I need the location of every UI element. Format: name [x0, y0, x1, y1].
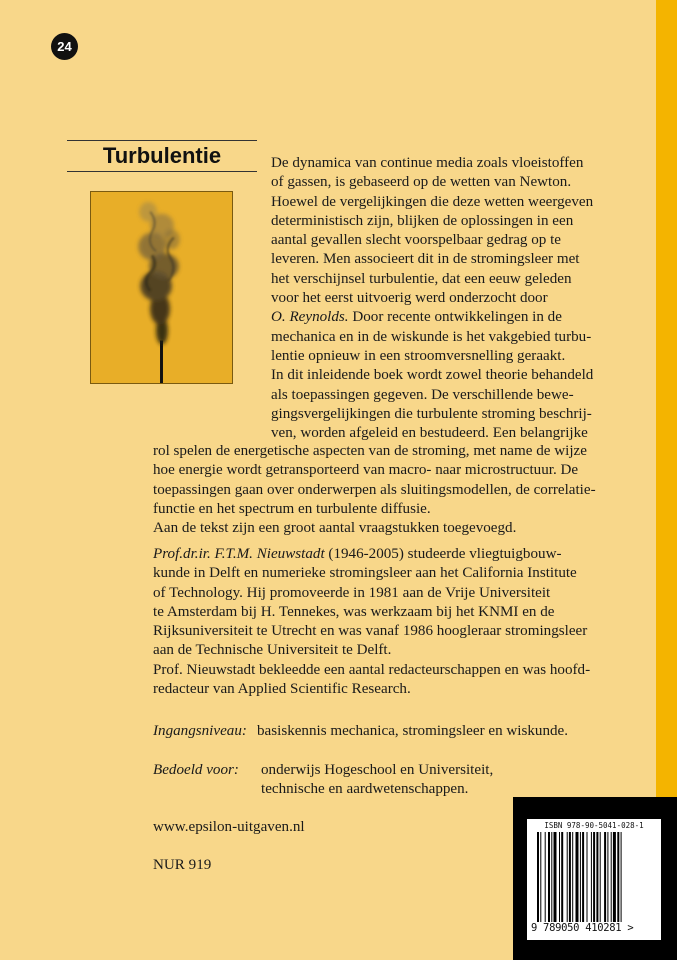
intro-line: deterministisch zijn, blijken de oplossingen in een	[271, 212, 574, 229]
intro-line: voor het eerst uitvoerig werd onderzocht door	[271, 290, 548, 307]
bio-line	[153, 545, 643, 564]
page-title: Turbulentie	[102, 143, 222, 168]
intro-line: het verschijnsel turbulentie, dat een eeuw geleden	[271, 270, 572, 287]
barcode-bars	[537, 832, 653, 922]
bio-line: Rijksuniversiteit te Utrecht en was vanaf 1986 hoogleraar stromingsleer	[153, 623, 588, 640]
author-bio	[153, 545, 643, 699]
intended-for-row	[153, 761, 494, 797]
intended-for-value: onderwijs Hogeschool en Universiteit,	[261, 762, 494, 778]
publisher-website: www.epsilon-uitgaven.nl	[153, 819, 305, 835]
reynolds-continuation: Door recente ontwikkelingen in de	[348, 309, 562, 326]
entry-level-value: basiskennis mechanica, stromingsleer en wiskunde.	[257, 723, 569, 739]
intro-line: lentie opnieuw in een stroomversnelling geraakt.	[271, 347, 566, 364]
intro-line: of gassen, is gebaseerd op de wetten van Newton.	[271, 174, 572, 191]
bio-line: kunde in Delft en numerieke stromingsleer aan het California Institute	[153, 565, 577, 582]
intended-for-label: Bedoeld voor:	[153, 762, 239, 778]
intended-for-value-2: technische en aardwetenschappen.	[261, 781, 469, 797]
isbn-label: ISBN 978-90-5041-028-1	[544, 821, 644, 830]
bio-line: redacteur van Applied Scientific Research.	[153, 681, 411, 698]
entry-level-row	[153, 722, 569, 741]
intro-line: In dit inleidende boek wordt zowel theorie behandeld	[271, 367, 594, 384]
author-name: Prof.dr.ir. F.T.M. Nieuwstadt	[153, 546, 325, 562]
intro-line: leveren. Men associeert dit in de stromingsleer met	[271, 251, 580, 268]
intro-line: hoe energie wordt getransporteerd van macro- naar microstructuur. De	[153, 462, 579, 479]
intro-line: rol spelen de energetische aspecten van de stroming, met name de wijze	[153, 443, 587, 459]
bio-line: of Technology. Hij promoveerde in 1981 aan de Vrije Universiteit	[153, 584, 551, 601]
intro-line: als toepassingen gegeven. De verschillende bewe-	[271, 386, 574, 403]
intro-line: aantal gevallen slecht voorspelbaar gedrag op te	[271, 232, 562, 249]
intro-line	[271, 308, 643, 327]
intro-line: toepassingen gaan over onderwerpen als sluitingsmodellen, de correlatie-	[153, 481, 596, 498]
description-continued	[153, 442, 643, 538]
smoke-plume-photo	[90, 191, 233, 384]
intro-line: functie en het spectrum en turbulente diffusie.	[153, 500, 431, 517]
title-bottom-rule	[67, 171, 257, 172]
entry-level-label: Ingangsniveau:	[153, 723, 247, 739]
bio-line: te Amsterdam bij H. Tennekes, was werkzaam bij het KNMI en de	[153, 603, 555, 620]
intro-line: Aan de tekst zijn een groot aantal vraagstukken toegevoegd.	[153, 520, 517, 537]
bio-line: Prof. Nieuwstadt bekleedde een aantal redacteurschappen en was hoofd-	[153, 661, 591, 678]
reynolds-name: O. Reynolds.	[271, 309, 349, 326]
nur-code: NUR 919	[153, 857, 212, 873]
intro-line: De dynamica van continue media zoals vloeistoffen	[271, 155, 584, 171]
bio-line: aan de Technische Universiteit te Delft.	[153, 642, 392, 659]
intro-line: mechanica en in de wiskunde is het vakgebied turbu-	[271, 328, 592, 345]
bio-first-line: (1946-2005) studeerde vliegtuigbouw-	[324, 546, 562, 562]
intro-line: gingsvergelijkingen die turbulente stroming beschrij-	[271, 405, 592, 422]
description-intro	[271, 154, 643, 443]
ean-digits: 9 789050 410281 >	[531, 922, 634, 934]
page-number-badge: 24	[51, 33, 78, 60]
intro-line: Hoewel de vergelijkingen die deze wetten weergeven	[271, 193, 594, 210]
intro-line: ven, worden afgeleid en bestudeerd. Een belangrijke	[271, 425, 588, 442]
